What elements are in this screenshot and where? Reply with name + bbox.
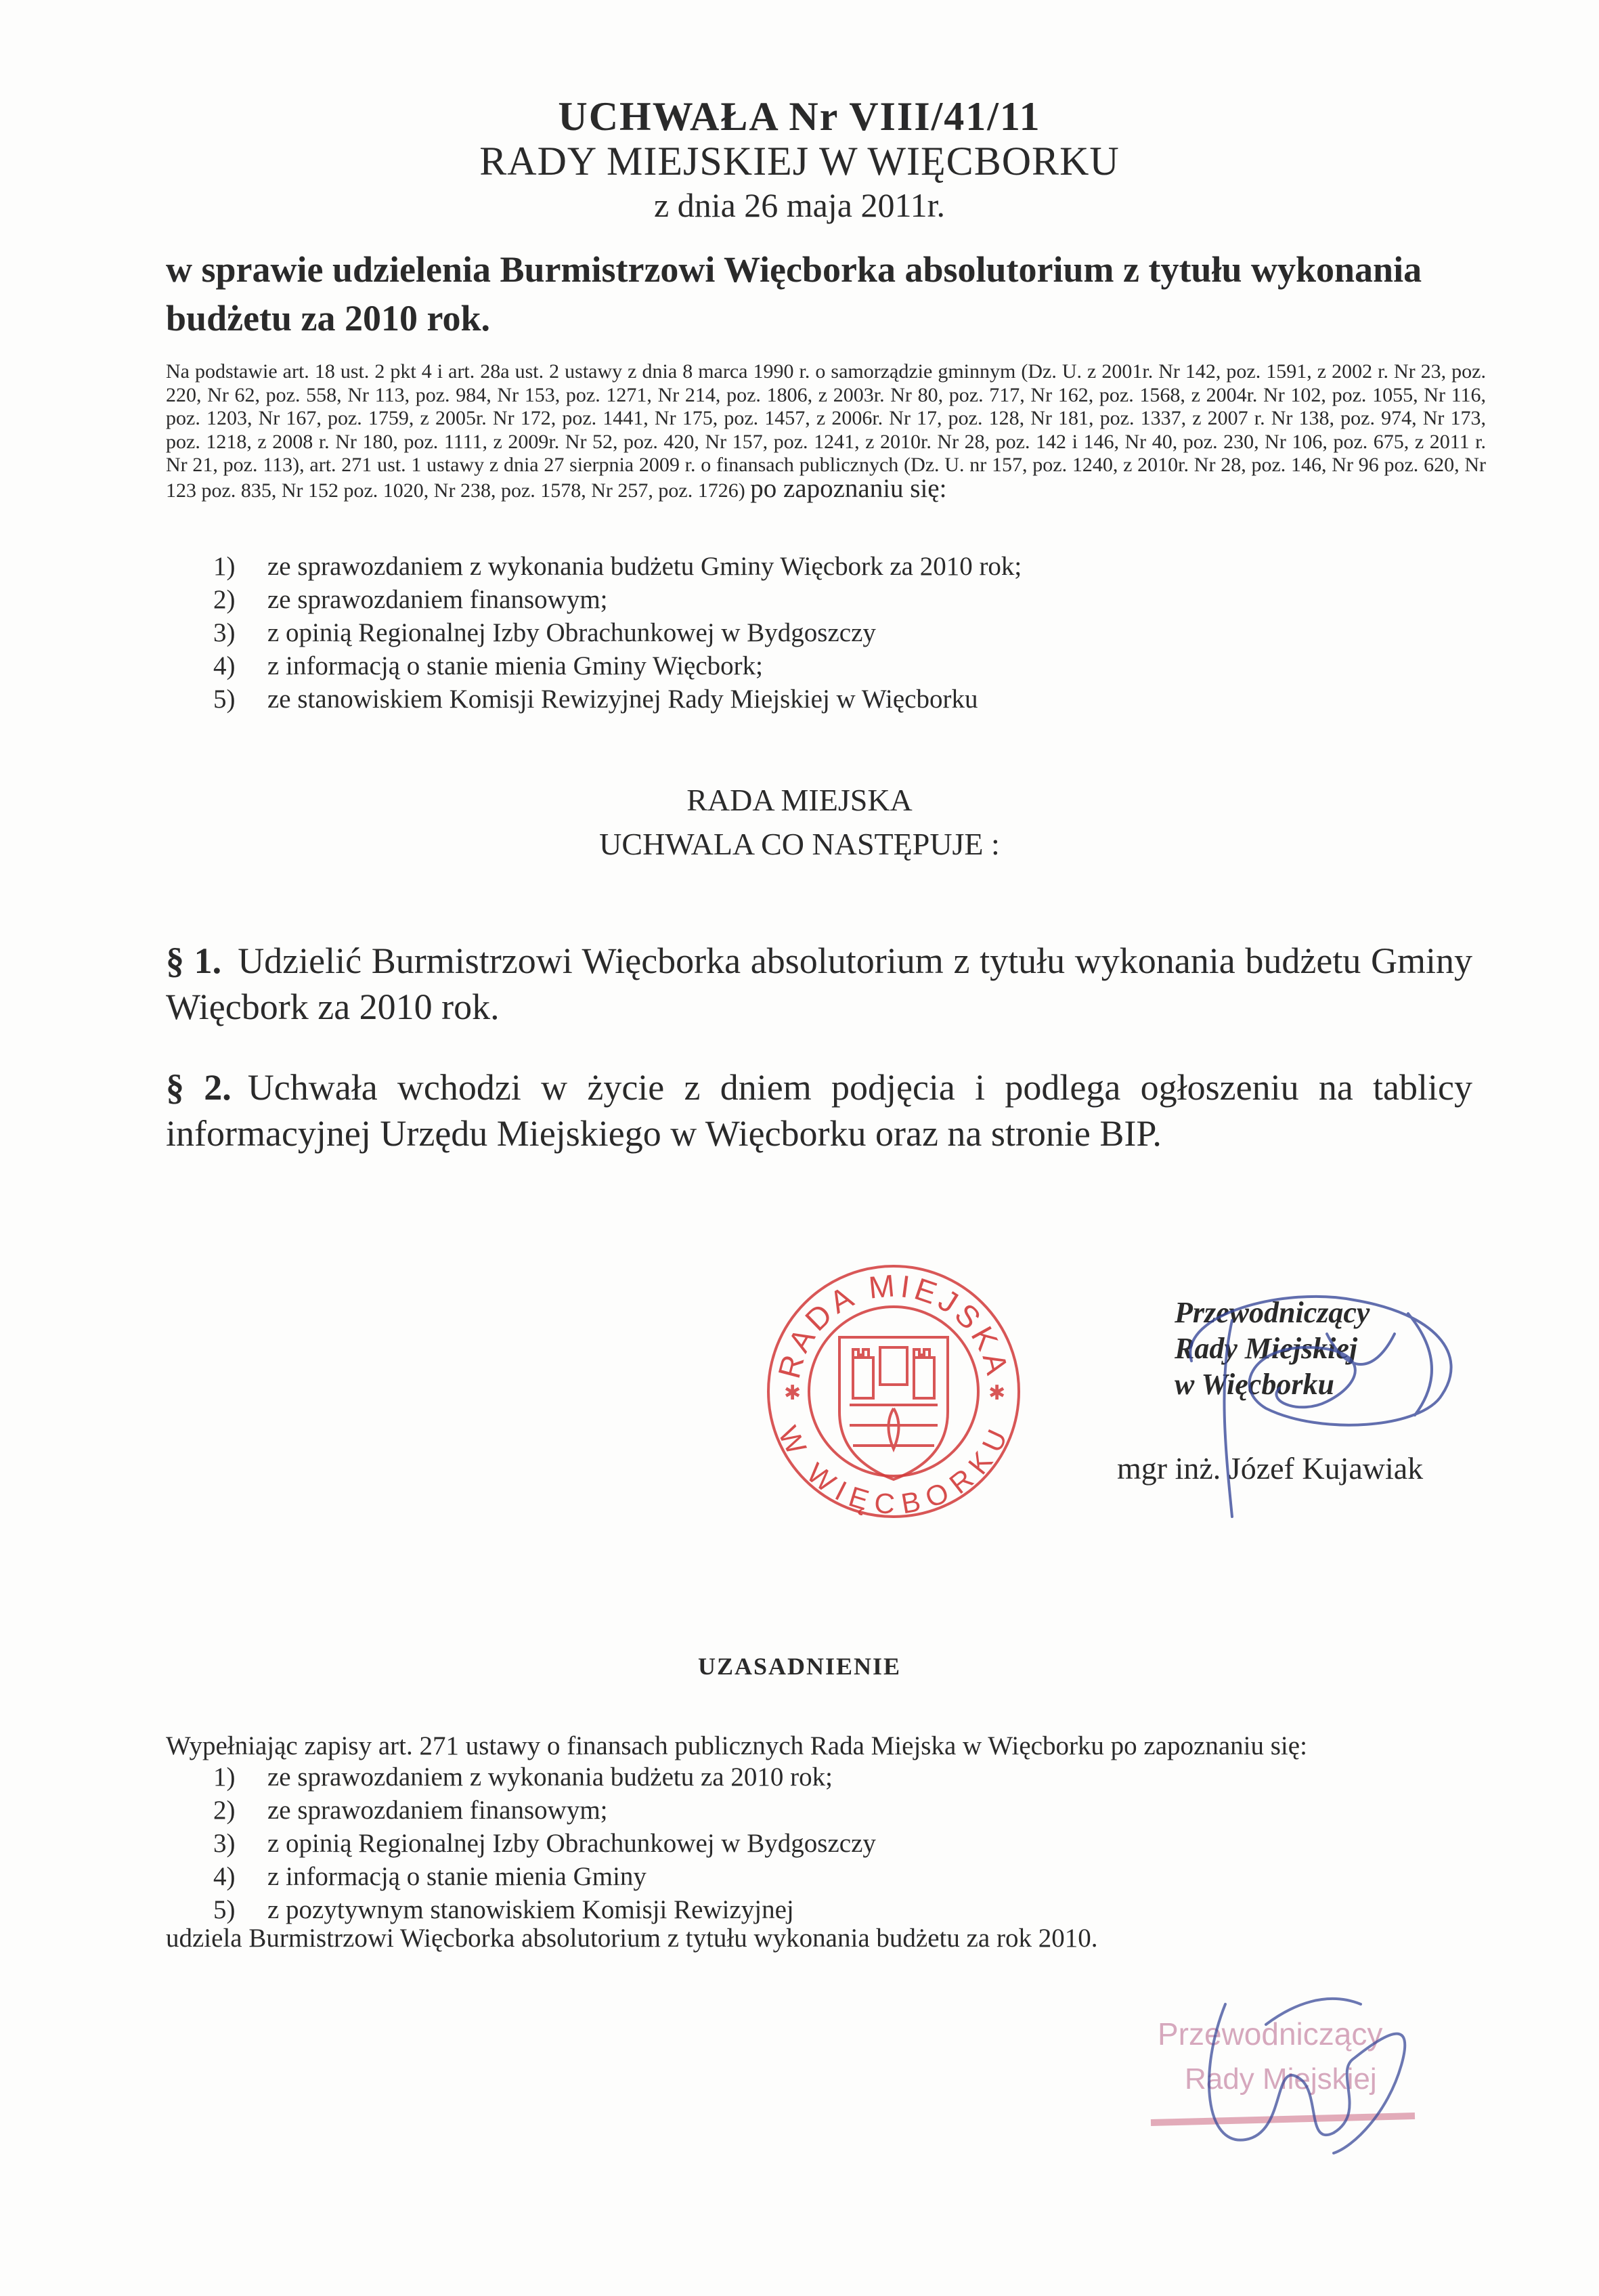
signatory-name: mgr inż. Józef Kujawiak [1117, 1451, 1424, 1486]
resolves-line-1: RADA MIEJSKA [686, 783, 913, 817]
section-text: Udzielić Burmistrzowi Więcborka absolutorium z tytułu wykonania budżetu Gminy Więcbork za 2010 rok. [166, 940, 1473, 1027]
svg-text:✱: ✱ [988, 1381, 1006, 1405]
stamp-graphic [1131, 1977, 1442, 2173]
section-2 [166, 1064, 1472, 1156]
list-item: 3) z opinią Regionalnej Izby Obrachunkowej w Bydgoszczy [213, 1829, 876, 1858]
section-1 [166, 938, 1472, 1030]
list-item: 2) ze sprawozdaniem finansowym; [213, 1796, 608, 1825]
seal-text-top: RADA MIEJSKA [770, 1267, 1016, 1382]
list-item: 5) z pozytywnym stanowiskiem Komisji Rewizyjnej [213, 1895, 794, 1924]
justification-heading: UZASADNIENIE [697, 1653, 902, 1680]
resolution-subject: w sprawie udzielenia Burmistrzowi Więcborka absolutorium z tytułu wykonania budżetu za 2010 rok. [166, 249, 1422, 339]
resolution-title: UCHWAŁA Nr VIII/41/11 [558, 94, 1041, 139]
list-item: 2) ze sprawozdaniem finansowym; [213, 585, 608, 614]
section-text: Uchwała wchodzi w życie z dniem podjęcia i podlega ogłoszeniu na tablicy informacyjnej Urzędu Miejskiego w Więcborku oraz na stronie BIP. [166, 1067, 1473, 1154]
list-item: 1) ze sprawozdaniem z wykonania budżetu Gminy Więcbork za 2010 rok; [213, 552, 1022, 581]
justification-list [213, 1760, 876, 1926]
stamp-line-1: Przewodniczący [1158, 2016, 1383, 2052]
justification-conclusion: udziela Burmistrzowi Więcborka absolutorium z tytułu wykonania budżetu za rok 2010. [166, 1924, 1098, 1953]
svg-text:✱: ✱ [784, 1381, 802, 1405]
list-item: 4) z informacją o stanie mienia Gminy Więcbork; [213, 651, 763, 680]
legal-basis-tail: po zapoznaniu się: [750, 473, 947, 503]
section-mark: § 2. [166, 1067, 232, 1108]
council-name: RADY MIEJSKIEJ W WIĘCBORKU [479, 139, 1120, 183]
section-mark: § 1. [166, 940, 222, 981]
handwritten-signature-icon [1151, 1273, 1503, 1530]
list-item: 4) z informacją o stanie mienia Gminy [213, 1862, 647, 1891]
legal-basis [166, 360, 1486, 502]
seal-text-bottom: W WIĘCBORKU [772, 1421, 1015, 1521]
legal-basis-text: Na podstawie art. 18 ust. 2 pkt 4 i art. 28a ust. 2 ustawy z dnia 8 marca 1990 r. o samorządzie gminnym (Dz. U. z 2001r. Nr 142, poz. 1591, z 2002 r. Nr 23, poz. 220, Nr 62, poz. 558, Nr 113, poz. 984, Nr 153, poz. 1271, Nr 214, poz. 1806, z 2003r. Nr 80, poz. 717, Nr 162, poz. 1568, z 2004r. Nr 102, poz. 1055, Nr 116, poz. 1203, Nr 167, poz. 1759, z 2005r. Nr 172, poz. 1441, Nr 175, poz. 1457, z 2006r. Nr 17, poz. 128, Nr 181, poz. 1337, z 2007 r. Nr 138, poz. 974, Nr 173, poz. 1218, z 2008 r. Nr 180, poz. 1111, z 2009r. Nr 52, poz. 420, Nr 157, poz. 1241, z 2010r. Nr 28, poz. 142 i 146, Nr 40, poz. 230, Nr 106, poz. 675, z 2011 r. Nr 21, poz. 113), art. 271 ust. 1 ustawy z dnia 27 sierpnia 2009 r. o finansach publicznych (Dz. U. nr 157, poz. 1240, z 2010r. Nr 28, poz. 146, Nr 96 poz. 620, Nr 123 poz. 835, Nr 152 poz. 1020, Nr 238, poz. 1578, Nr 257, poz. 1726) [166, 360, 1486, 502]
coat-of-arms-icon [839, 1337, 948, 1479]
basis-list [213, 550, 1022, 716]
list-item: 3) z opinią Regionalnej Izby Obrachunkowej w Bydgoszczy [213, 618, 876, 647]
resolution-date: z dnia 26 maja 2011r. [654, 186, 945, 224]
official-seal [758, 1256, 1029, 1527]
list-item: 1) ze sprawozdaniem z wykonania budżetu za 2010 rok; [213, 1762, 833, 1792]
list-item: 5) ze stanowiskiem Komisji Rewizyjnej Rady Miejskiej w Więcborku [213, 685, 978, 714]
stamp-line-2: Rady Miejskiej [1185, 2062, 1377, 2096]
resolves-line-2: UCHWALA CO NASTĘPUJE : [599, 827, 1000, 861]
justification-intro: Wypełniając zapisy art. 271 ustawy o finansach publicznych Rada Miejska w Więcborku po zapoznaniu się: [166, 1731, 1307, 1760]
chairman-stamp [1131, 1977, 1442, 2177]
signature-title: Przewodniczący Rady Miejskiej w Więcborku [1175, 1296, 1370, 1401]
